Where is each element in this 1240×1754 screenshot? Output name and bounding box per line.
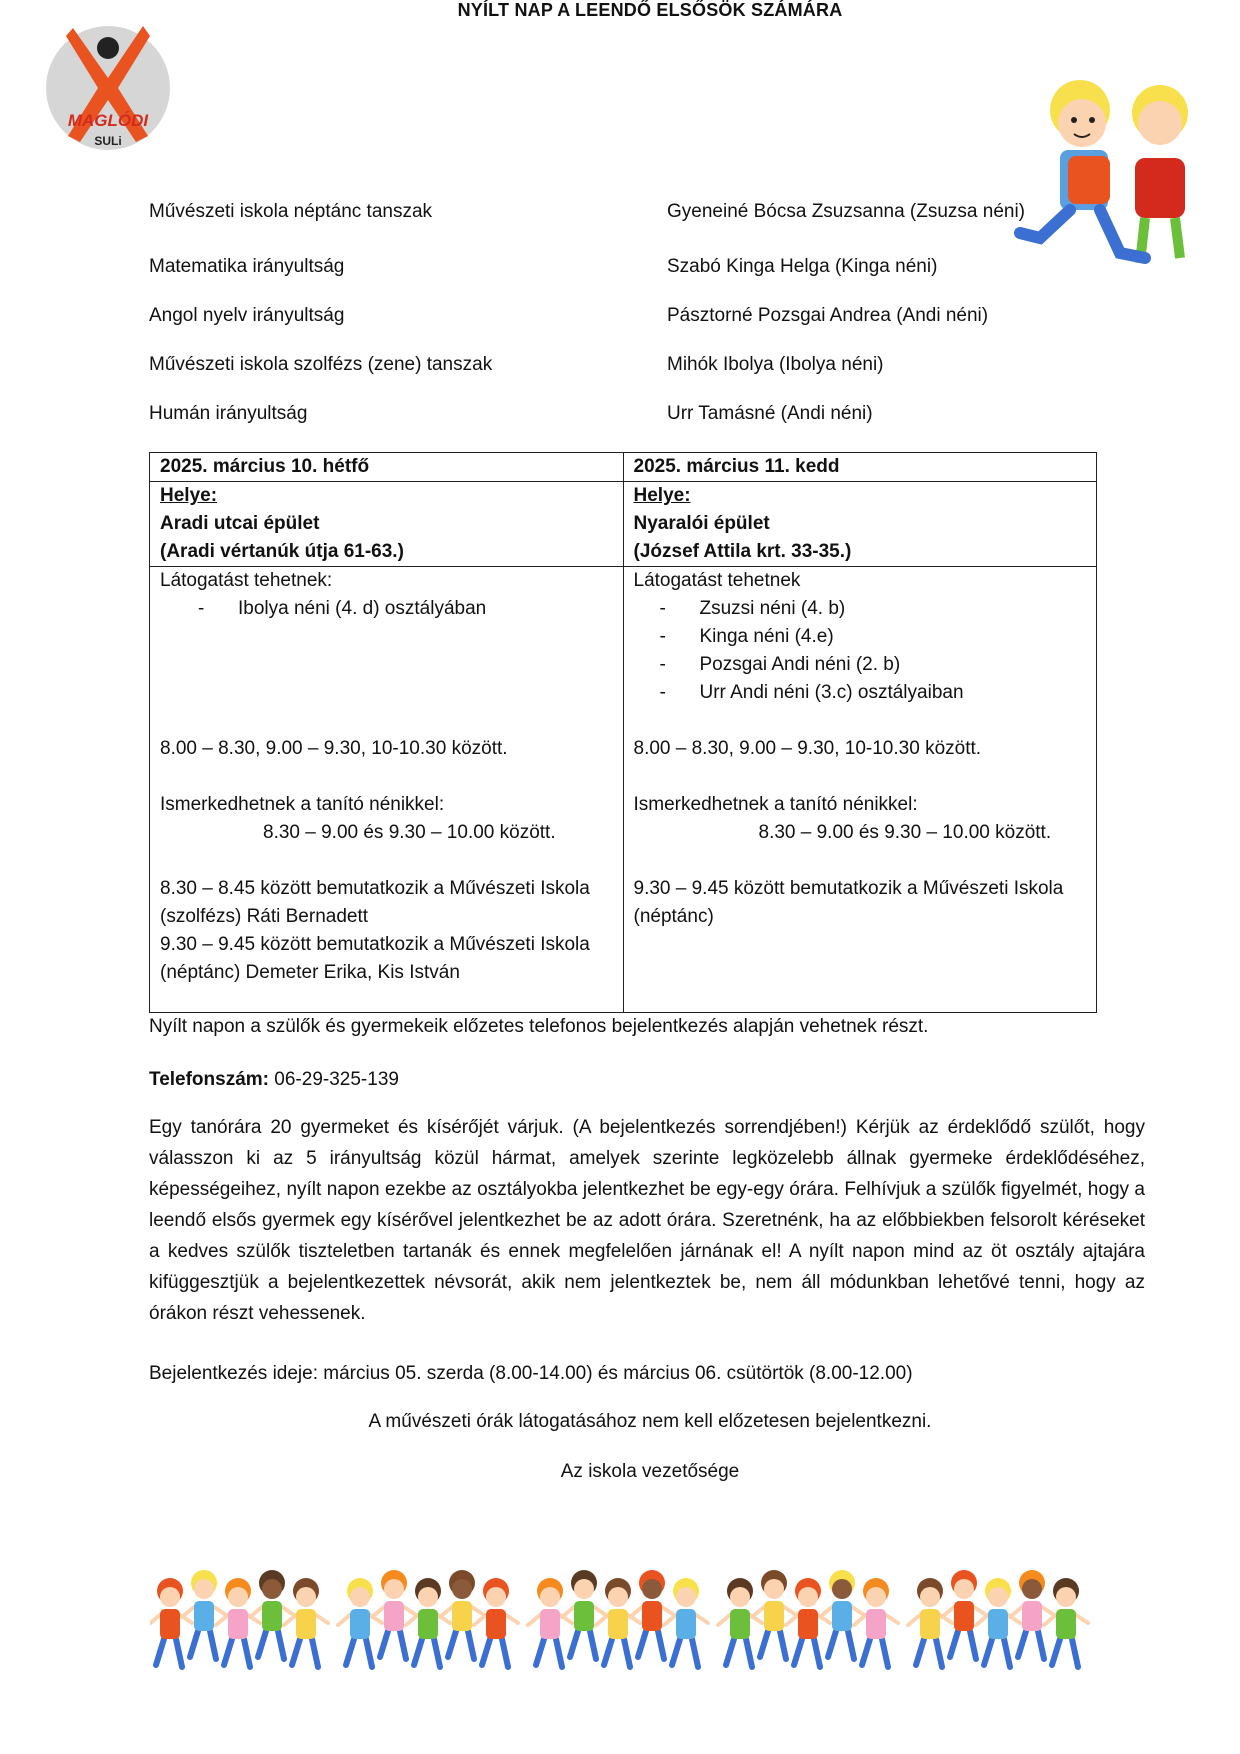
kid-figure [942,1570,986,1659]
right-date: 2025. március 11. kedd [623,453,1097,482]
subject: Matematika irányultság [149,256,345,277]
kid-figure [150,1578,192,1667]
art-intro-1: 8.30 – 8.45 között bemutatkozik a Művészeti Iskola (szolfézs) Ráti Bernadett [160,878,590,927]
kid-figure [786,1578,830,1667]
kid-figure [976,1578,1020,1667]
kid-figure [474,1578,518,1667]
kid-figure [630,1570,674,1659]
times: 8.00 – 8.30, 9.00 – 9.30, 10-10.30 között. [160,738,508,759]
kid-figure [596,1578,640,1667]
notice: Nyílt napon a szülők és gyermekeik előzetes telefonos bejelentkezés alapján vehetnek részt. [149,1016,929,1037]
visit-item: Zsuzsi néni (4. b) [699,598,846,619]
kid-figure [528,1578,572,1667]
phone-line [149,1064,1145,1095]
registration-time: Bejelentkezés ideje: március 05. szerda (8.00-14.00) és március 06. csütörtök (8.00-12.00) [149,1363,913,1384]
signature: Az iskola vezetősége [560,1461,740,1482]
list-item: - Kinga néni (4.e) [659,626,834,647]
teacher: Gyeneiné Bócsa Zsuzsanna (Zsuzsa néni) [667,201,1026,222]
list-item: - Zsuzsi néni (4. b) [659,598,846,619]
place-label: Helye: [633,485,691,506]
logo-sub: SULi [94,134,122,148]
kids-illustration [1010,68,1210,268]
subject: Művészeti iskola szolfézs (zene) tanszak [149,354,493,375]
info-paragraph: Egy tanórára 20 gyermeket és kísérőjét várjuk. (A bejelentkezés sorrendjében!) Kérjük az érdeklődő szülőt, hogy válasszon ki az 5 irányultság közül hármat, amelyek szerinte legközelebb állnak gyermeke érdeklődéséhez, képességeihez, nyílt napon ezekbe az osztályokba jelentkezhet be egy-egy órára. Felhívjuk a szülők figyelmét, hogy a leendő elsős gyermek egy kísérővel jelentkezhet be az adott órára. Szeretnénk, ha az előbbiekben felsorolt kéréseket a kedves szülők tiszteletben tartanák és ennek megfelelően járnának el! A nyílt napon mind az öt osztály ajtajára kifüggesztjük a bejelentkezettek névsorát, akik nem jelentkeztek be, nem áll módunkban lehetővé tenni, hogy az órákon részt vehessenek. [149,1117,1145,1324]
building: Nyaralói épület [633,513,770,534]
art-note: A művészeti órák látogatásához nem kell előzetesen bejelentkezni. [368,1411,932,1432]
kid-figure [250,1570,294,1659]
kid-figure [752,1570,796,1659]
kid-figure [406,1578,450,1667]
kid-figure [854,1578,898,1667]
art-intro-2: 9.30 – 9.45 között bemutatkozik a Művészeti Iskola (néptánc) Demeter Erika, Kis István [160,934,590,983]
phone-number: 06-29-325-139 [274,1069,399,1090]
teacher: Urr Tamásné (Andi néni) [667,403,873,424]
place-label: Helye: [160,485,218,506]
list-item: - Ibolya néni (4. d) osztályában [198,598,487,619]
kid-figure [338,1578,382,1667]
visit-item: Urr Andi néni (3.c) osztályaiban [699,682,964,703]
art-intro-1: 9.30 – 9.45 között bemutatkozik a Művészeti Iskola (néptánc) [633,878,1064,927]
list-item: - Urr Andi néni (3.c) osztályaiban [659,682,964,703]
subject: Angol nyelv irányultság [149,305,345,326]
visit-label: Látogatást tehetnek: [160,570,333,591]
meet-times: 8.30 – 9.00 és 9.30 – 10.00 között. [758,822,1052,843]
left-date: 2025. március 10. hétfő [150,453,624,482]
page-title: NYÍLT NAP A LEENDŐ ELSŐSÖK SZÁMÁRA [457,0,843,20]
kid-figure [216,1578,260,1667]
teacher: Mihók Ibolya (Ibolya néni) [667,354,884,375]
times: 8.00 – 8.30, 9.00 – 9.30, 10-10.30 között. [633,738,982,759]
left-place [150,482,624,567]
kid-figure [820,1570,864,1659]
subject: Humán irányultság [149,403,308,424]
building: Aradi utcai épület [160,513,320,534]
teacher: Szabó Kinga Helga (Kinga néni) [667,256,938,277]
right-details [623,567,1097,1013]
visit-label: Látogatást tehetnek [633,570,801,591]
address: (Aradi vértanúk útja 61-63.) [160,541,404,562]
right-place [623,482,1097,567]
kid-figure [1044,1578,1088,1667]
teacher: Pásztorné Pozsgai Andrea (Andi néni) [667,305,989,326]
subject: Művészeti iskola néptánc tanszak [149,201,433,222]
schedule-table [149,452,1097,1013]
visit-item: Pozsgai Andi néni (2. b) [699,654,901,675]
meet-label: Ismerkedhetnek a tanító nénikkel: [633,794,918,815]
kid-figure [908,1578,952,1667]
visit-item: Kinga néni (4.e) [699,626,834,647]
kid-figure [284,1578,328,1667]
meet-label: Ismerkedhetnek a tanító nénikkel: [160,794,445,815]
visit-item: Ibolya néni (4. d) osztályában [238,598,487,619]
kid-figure [562,1570,606,1659]
phone-label: Telefonszám: [149,1069,270,1090]
kid-figure [664,1578,708,1667]
kid-figure [372,1570,416,1659]
kid-figure [718,1578,762,1667]
school-logo [28,8,188,168]
meet-times: 8.30 – 9.00 és 9.30 – 10.00 között. [263,822,556,843]
list-item: - Pozsgai Andi néni (2. b) [659,654,901,675]
logo-name: MAGLÓDI [67,111,149,130]
address: (József Attila krt. 33-35.) [633,541,852,562]
kids-border-illustration [150,1565,1110,1675]
kid-figure [440,1570,484,1659]
left-details [150,567,624,1013]
kid-figure [182,1570,226,1659]
kid-figure [1010,1570,1054,1659]
